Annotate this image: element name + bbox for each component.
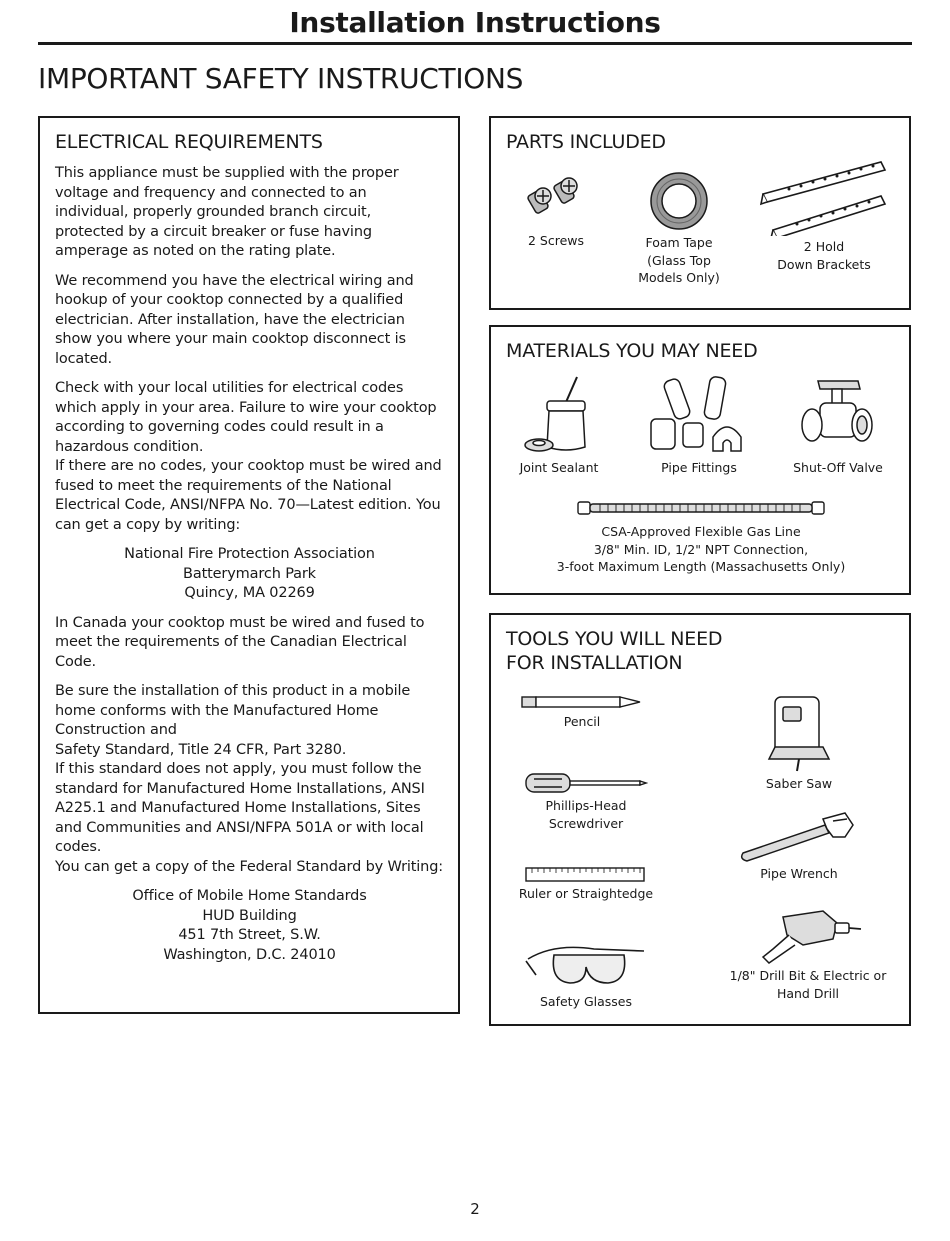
tools-item-safety-glasses (511, 941, 661, 1011)
page-header: Installation Instructions (38, 4, 912, 45)
materials-gas-line-label: CSA-Approved Flexible Gas Line 3/8" Min. ID, 1/2" NPT Connection, 3-foot Maximum Length (Massachusetts Only) (556, 524, 846, 574)
tools-item-pipe-wrench (729, 811, 869, 883)
materials-heading: MATERIALS YOU MAY NEED (506, 340, 758, 362)
address-line: Office of Mobile Home Standards (132, 888, 367, 904)
materials-item-shut-off-valve (783, 373, 893, 477)
parts-item-brackets (749, 156, 899, 273)
address-line: Quincy, MA 02269 (184, 585, 315, 601)
parts-item-screws (509, 170, 603, 250)
electrical-paragraph-5: In Canada your cooktop must be wired and fused to meet the requirements of the Canadian Electrical Code. (55, 614, 425, 670)
pipe-fittings-icon (641, 373, 757, 457)
tools-heading (506, 627, 722, 675)
materials-item-label: Pipe Fittings (661, 460, 737, 475)
materials-box (489, 325, 911, 595)
tools-item-label: Pencil (563, 714, 601, 729)
electrical-paragraph-3: Check with your local utilities for electrical codes which apply in your area. Failure to wire your cooktop according to governing codes could result in a hazardous condition. (55, 380, 437, 455)
nfpa-address (55, 545, 444, 604)
address-line: 451 7th Street, S.W. (178, 927, 321, 943)
tools-item-ruler (511, 865, 661, 903)
parts-item-label: 2 Screws (527, 233, 585, 248)
section-title: IMPORTANT SAFETY INSTRUCTIONS (38, 62, 524, 95)
address-line: National Fire Protection Association (124, 546, 375, 562)
address-line: Washington, D.C. 24010 (163, 946, 336, 963)
saber-saw-icon (759, 693, 839, 773)
electrical-paragraph-6: Be sure the installation of this product in a mobile home conforms with the Manufactured Home Construction and (55, 683, 411, 738)
electrical-paragraph-7: Safety Standard, Title 24 CFR, Part 3280. (55, 741, 347, 758)
pipe-wrench-icon (737, 811, 861, 863)
materials-item-label: Joint Sealant (519, 460, 599, 475)
tools-item-label: Safety Glasses (539, 994, 632, 1009)
materials-item-pipe-fittings (631, 373, 767, 477)
materials-item-joint-sealant (509, 373, 609, 477)
tools-box (489, 613, 911, 1026)
tools-item-label: 1/8" Drill Bit & Electric or Hand Drill (729, 968, 887, 1001)
tools-item-label: Saber Saw (765, 776, 833, 791)
screwdriver-icon (524, 771, 648, 795)
parts-included-box (489, 116, 911, 310)
materials-item-label: Shut-Off Valve (793, 460, 883, 475)
drill-icon (753, 905, 863, 965)
electrical-heading: ELECTRICAL REQUIREMENTS (55, 131, 323, 153)
parts-item-label: 2 Hold Down Brackets (777, 239, 871, 272)
electrical-paragraph-1: This appliance must be supplied with the proper voltage and frequency and connected to an individual, properly grounded branch circuit, protected by a circuit breaker or fuse having amperage as noted on the rating plate. (55, 165, 399, 259)
tools-item-drill (723, 905, 893, 1002)
address-line: Batterymarch Park (183, 565, 316, 582)
tools-heading-line: TOOLS YOU WILL NEED (506, 628, 723, 650)
tools-item-label: Pipe Wrench (760, 866, 838, 881)
ruler-icon (524, 865, 648, 883)
shut-off-valve-icon (798, 373, 878, 457)
parts-item-label: Foam Tape (Glass Top Models Only) (638, 235, 720, 285)
tools-item-screwdriver (511, 771, 661, 832)
brackets-icon (759, 156, 889, 236)
tools-item-saber-saw (731, 693, 867, 793)
tools-heading-line: FOR INSTALLATION (506, 652, 683, 674)
electrical-paragraph-9: You can get a copy of the Federal Standard by Writing: (55, 858, 444, 875)
electrical-paragraph-4: If there are no codes, your cooktop must be wired and fused to meet the requirements of the National Electrical Code, ANSI/NFPA No. 70—Latest edition. You can get a copy by writing: (55, 458, 442, 533)
address-line: HUD Building (202, 907, 297, 924)
parts-item-foam-tape (631, 170, 727, 287)
pencil-icon (520, 693, 644, 711)
joint-sealant-icon (519, 373, 599, 457)
tools-item-label: Ruler or Straightedge (518, 886, 654, 901)
safety-glasses-icon (524, 941, 648, 991)
tools-item-pencil (511, 693, 653, 731)
electrical-paragraph-2: We recommend you have the electrical wiring and hookup of your cooktop connected by a qualified electrician. After installation, have the electrician show you where your main cooktop disconnect is located. (55, 272, 414, 367)
materials-item-gas-line (511, 497, 891, 576)
electrical-paragraph-8: If this standard does not apply, you must follow the standard for Manufactured Home Installations, ANSI A225.1 and Manufactured Home Installations, Sites and Communities and ANSI/NFPA 501A or with local codes. (55, 761, 425, 855)
gas-line-icon (576, 497, 826, 519)
foam-tape-icon (646, 170, 712, 232)
hud-address (55, 887, 444, 965)
screws-icon (521, 170, 591, 230)
tools-item-label: Phillips-Head Screwdriver (545, 798, 627, 831)
page-number: 2 (470, 1200, 480, 1218)
parts-heading: PARTS INCLUDED (506, 131, 666, 153)
electrical-requirements-box (38, 116, 460, 1014)
